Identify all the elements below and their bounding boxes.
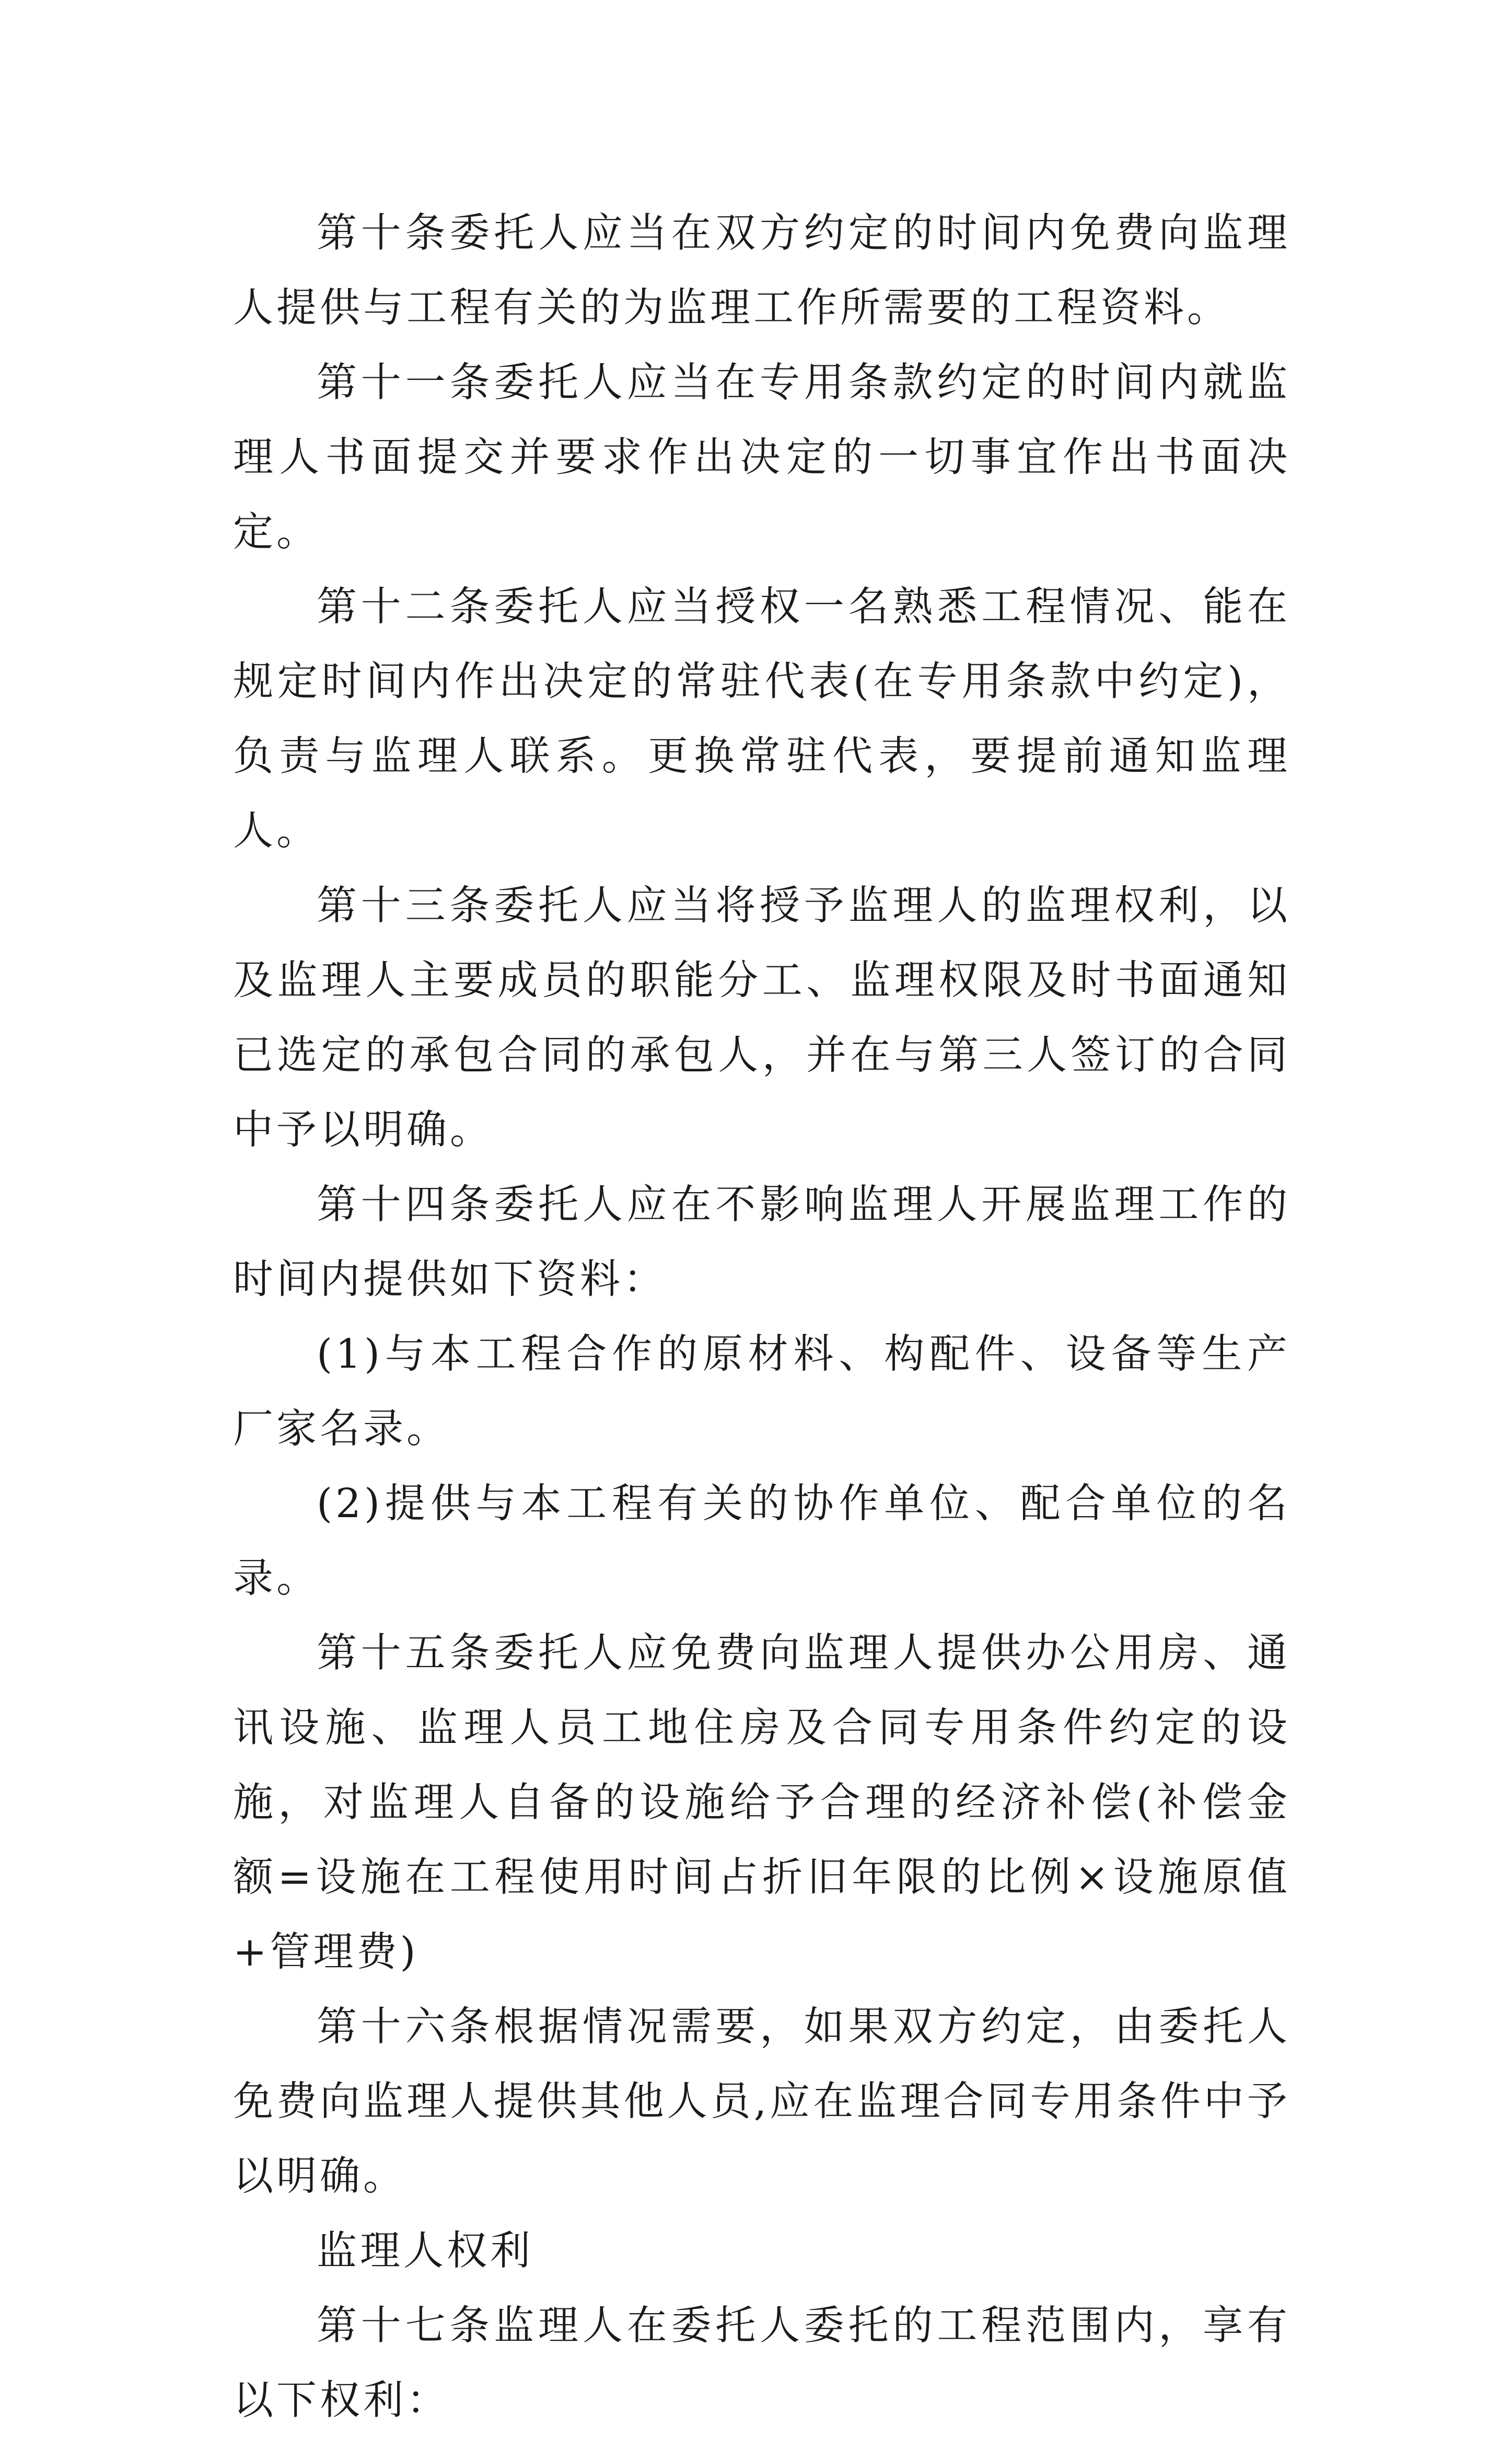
document-body xyxy=(233,196,1290,2438)
paragraph-item-2: (2)提供与本工程有关的协作单位、配合单位的名录。 xyxy=(233,1481,1290,1602)
paragraph-item-1: (1)与本工程合作的原材料、构配件、设备等生产厂家名录。 xyxy=(233,1331,1290,1452)
paragraph-article-10: 第十条委托人应当在双方约定的时间内免费向监理人提供与工程有关的为监理工作所需要的工程资料。 xyxy=(233,210,1290,331)
paragraph-article-11: 第十一条委托人应当在专用条款约定的时间内就监理人书面提交并要求作出决定的一切事宜作出书面决定。 xyxy=(233,360,1290,556)
paragraph-article-15: 第十五条委托人应免费向监理人提供办公用房、通讯设施、监理人员工地住房及合同专用条件约定的设施，对监理人自备的设施给予合理的经济补偿(补偿金额=设施在工程使用时间占折旧年限的比例×设施原值+管理费) xyxy=(233,1630,1290,1975)
paragraph-article-12: 第十二条委托人应当授权一名熟悉工程情况、能在规定时间内作出决定的常驻代表(在专用条款中约定)，负责与监理人联系。更换常驻代表，要提前通知监理人。 xyxy=(233,584,1290,854)
section-heading-supervisor-rights: 监理人权利 xyxy=(317,2228,533,2274)
paragraph-article-13: 第十三条委托人应当将授予监理人的监理权利，以及监理人主要成员的职能分工、监理权限及时书面通知已选定的承包合同的承包人，并在与第三人签订的合同中予以明确。 xyxy=(233,883,1290,1153)
paragraph-article-17: 第十七条监理人在委托人委托的工程范围内，享有以下权利： xyxy=(233,2303,1290,2424)
paragraph-article-16: 第十六条根据情况需要，如果双方约定，由委托人免费向监理人提供其他人员,应在监理合同专用条件中予以明确。 xyxy=(233,2004,1290,2200)
paragraph-article-14: 第十四条委托人应在不影响监理人开展监理工作的时间内提供如下资料： xyxy=(233,1182,1290,1303)
